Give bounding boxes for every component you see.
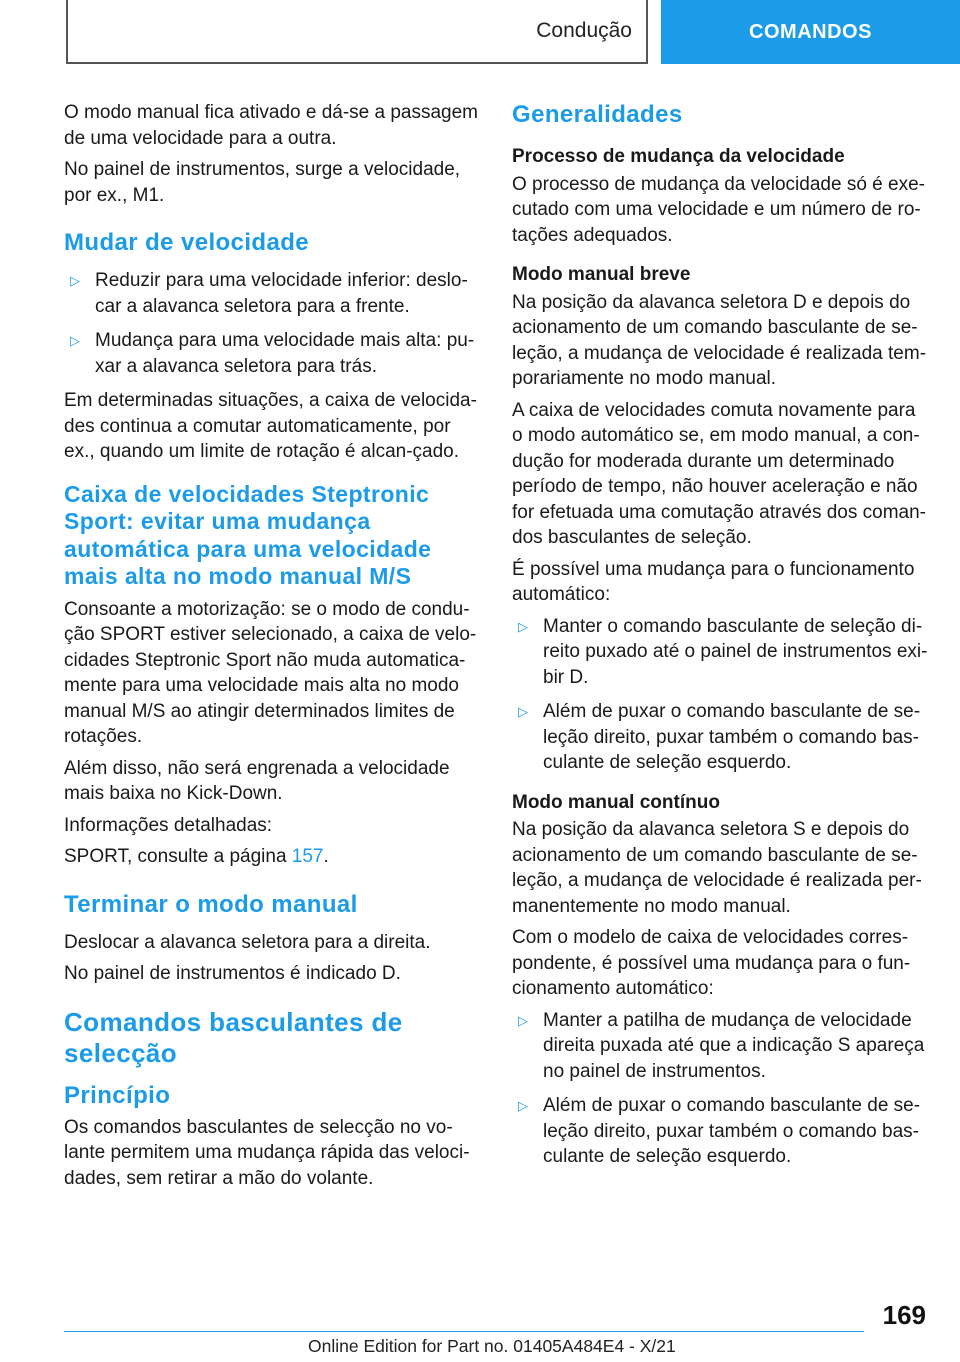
subheading-modo-manual-breve: Modo manual breve: [512, 264, 691, 285]
paragraph: No painel de instrumentos, surge a velocidade, por ex., M1.: [64, 159, 461, 206]
bullet-list: [64, 268, 484, 379]
right-column: [512, 100, 930, 1179]
bullet-list: [512, 614, 930, 776]
heading-comandos-basculantes: Comandos basculantes de selecção: [64, 1006, 403, 1068]
reference-text: SPORT, consulte a página: [64, 846, 292, 867]
triangle-bullet-icon: ▷: [70, 333, 80, 348]
left-column: [64, 100, 484, 1197]
subheading-processo: Processo de mudança da velocidade: [512, 146, 845, 167]
triangle-bullet-icon: ▷: [518, 704, 528, 719]
paragraph-with-page-link: [64, 844, 484, 870]
list-item: [512, 699, 930, 776]
paragraph: Além disso, não será engrenada a velocidade mais baixa no Kick-Down.: [64, 757, 450, 804]
paragraph: Informações detalhadas:: [64, 814, 273, 836]
header-chapter-tab: [661, 0, 960, 64]
subheading-modo-manual-continuo: Modo manual contínuo: [512, 791, 720, 813]
paragraph: Com o modelo de caixa de velocidades corres-pondente, é possível uma mudança para o fun-cionamento automático:: [512, 927, 911, 999]
page-reference-link[interactable]: 157: [291, 846, 324, 867]
triangle-bullet-icon: ▷: [518, 1098, 528, 1113]
footer-edition: Online Edition for Part no. 01405A484E4 - X/21: [308, 1336, 676, 1356]
triangle-bullet-icon: ▷: [70, 273, 80, 288]
list-item-text: Reduzir para uma velocidade inferior: deslo-car a alavanca seletora para a frente.: [95, 270, 468, 317]
heading-caixa-steptronic: Caixa de velocidades Steptronic Sport: evitar uma mudança automática para uma velocidade mais alta no modo manual M/S: [64, 480, 432, 589]
header-section-tab: [66, 0, 648, 64]
paragraph: A caixa de velocidades comuta novamente para o modo automático se, em modo manual, a con-dução for moderada durante um determinado período de tempo, não houver aceleração e não for efetuada uma comutação através dos coman-dos basculantes de seleção.: [512, 399, 927, 548]
paragraph: Na posição da alavanca seletora D e depois do acionamento de um comando basculante de se-leção, a mudança de velocidade é realizada tem-porariamente no modo manual.: [512, 291, 927, 389]
header-section-label: Condução: [536, 19, 632, 42]
triangle-bullet-icon: ▷: [518, 1012, 528, 1028]
paragraph: No painel de instrumentos é indicado D.: [64, 963, 401, 984]
paragraph: Deslocar a alavanca seletora para a direita.: [64, 931, 431, 953]
paragraph: Os comandos basculantes de selecção no vo-lante permitem uma mudança rápida das veloci-dades, sem retirar a mão do volante.: [64, 1116, 470, 1189]
list-item: [512, 1093, 930, 1170]
list-item: [64, 328, 484, 379]
heading-mudar-de-velocidade: Mudar de velocidade: [64, 229, 309, 256]
paragraph: É possível uma mudança para o funcionamento automático:: [512, 558, 915, 605]
list-item: [64, 268, 484, 319]
page-number: 169: [882, 1300, 926, 1330]
paragraph: O processo de mudança da velocidade só é exe-cutado com uma velocidade e um número de ro-tações adequados.: [512, 173, 925, 246]
list-item-text: Mudança para uma velocidade mais alta: pu-xar a alavanca seletora para trás.: [95, 330, 475, 377]
list-item: [512, 614, 930, 691]
paragraph: Consoante a motorização: se o modo de condu-ção SPORT estiver selecionado, a caixa de velo-cidades Steptronic Sport não muda automatica-mente para uma velocidade mais alta no modo manual M/S ao atingir determinados limites de rotações.: [64, 598, 477, 747]
list-item-text: Manter a patilha de mudança de velocidade direita puxada até que a indicação S apareça no painel de instrumentos.: [543, 1009, 925, 1082]
list-item-text: Além de puxar o comando basculante de se-leção direito, puxar também o comando bas-culante de seleção esquerdo.: [543, 1095, 921, 1167]
paragraph: O modo manual fica ativado e dá-se a passagem de uma velocidade para a outra.: [64, 102, 479, 149]
paragraph: Na posição da alavanca seletora S e depois do acionamento de um comando basculante de se-leção, a mudança de velocidade é realizada per-manentemente no modo manual.: [512, 819, 922, 917]
heading-principio: Princípio: [64, 1081, 171, 1109]
heading-generalidades: Generalidades: [512, 101, 683, 128]
paragraph: Em determinadas situações, a caixa de velocida-des continua a comutar automaticamente, por ex., quando um limite de rotação é alcan-çado.: [64, 390, 477, 462]
list-item: [512, 1008, 930, 1085]
list-item-text: Manter o comando basculante de seleção di-reito puxado até o painel de instrumentos exi-bir D.: [543, 615, 928, 688]
reference-end: .: [323, 846, 329, 867]
footer-divider: [64, 1331, 864, 1332]
list-item-text: Além de puxar o comando basculante de se-leção direito, puxar também o comando bas-culante de seleção esquerdo.: [543, 701, 921, 773]
bullet-list: [512, 1008, 930, 1170]
header-chapter-label: COMANDOS: [749, 20, 872, 43]
triangle-bullet-icon: ▷: [518, 618, 528, 634]
heading-terminar-modo-manual: Terminar o modo manual: [64, 890, 358, 918]
